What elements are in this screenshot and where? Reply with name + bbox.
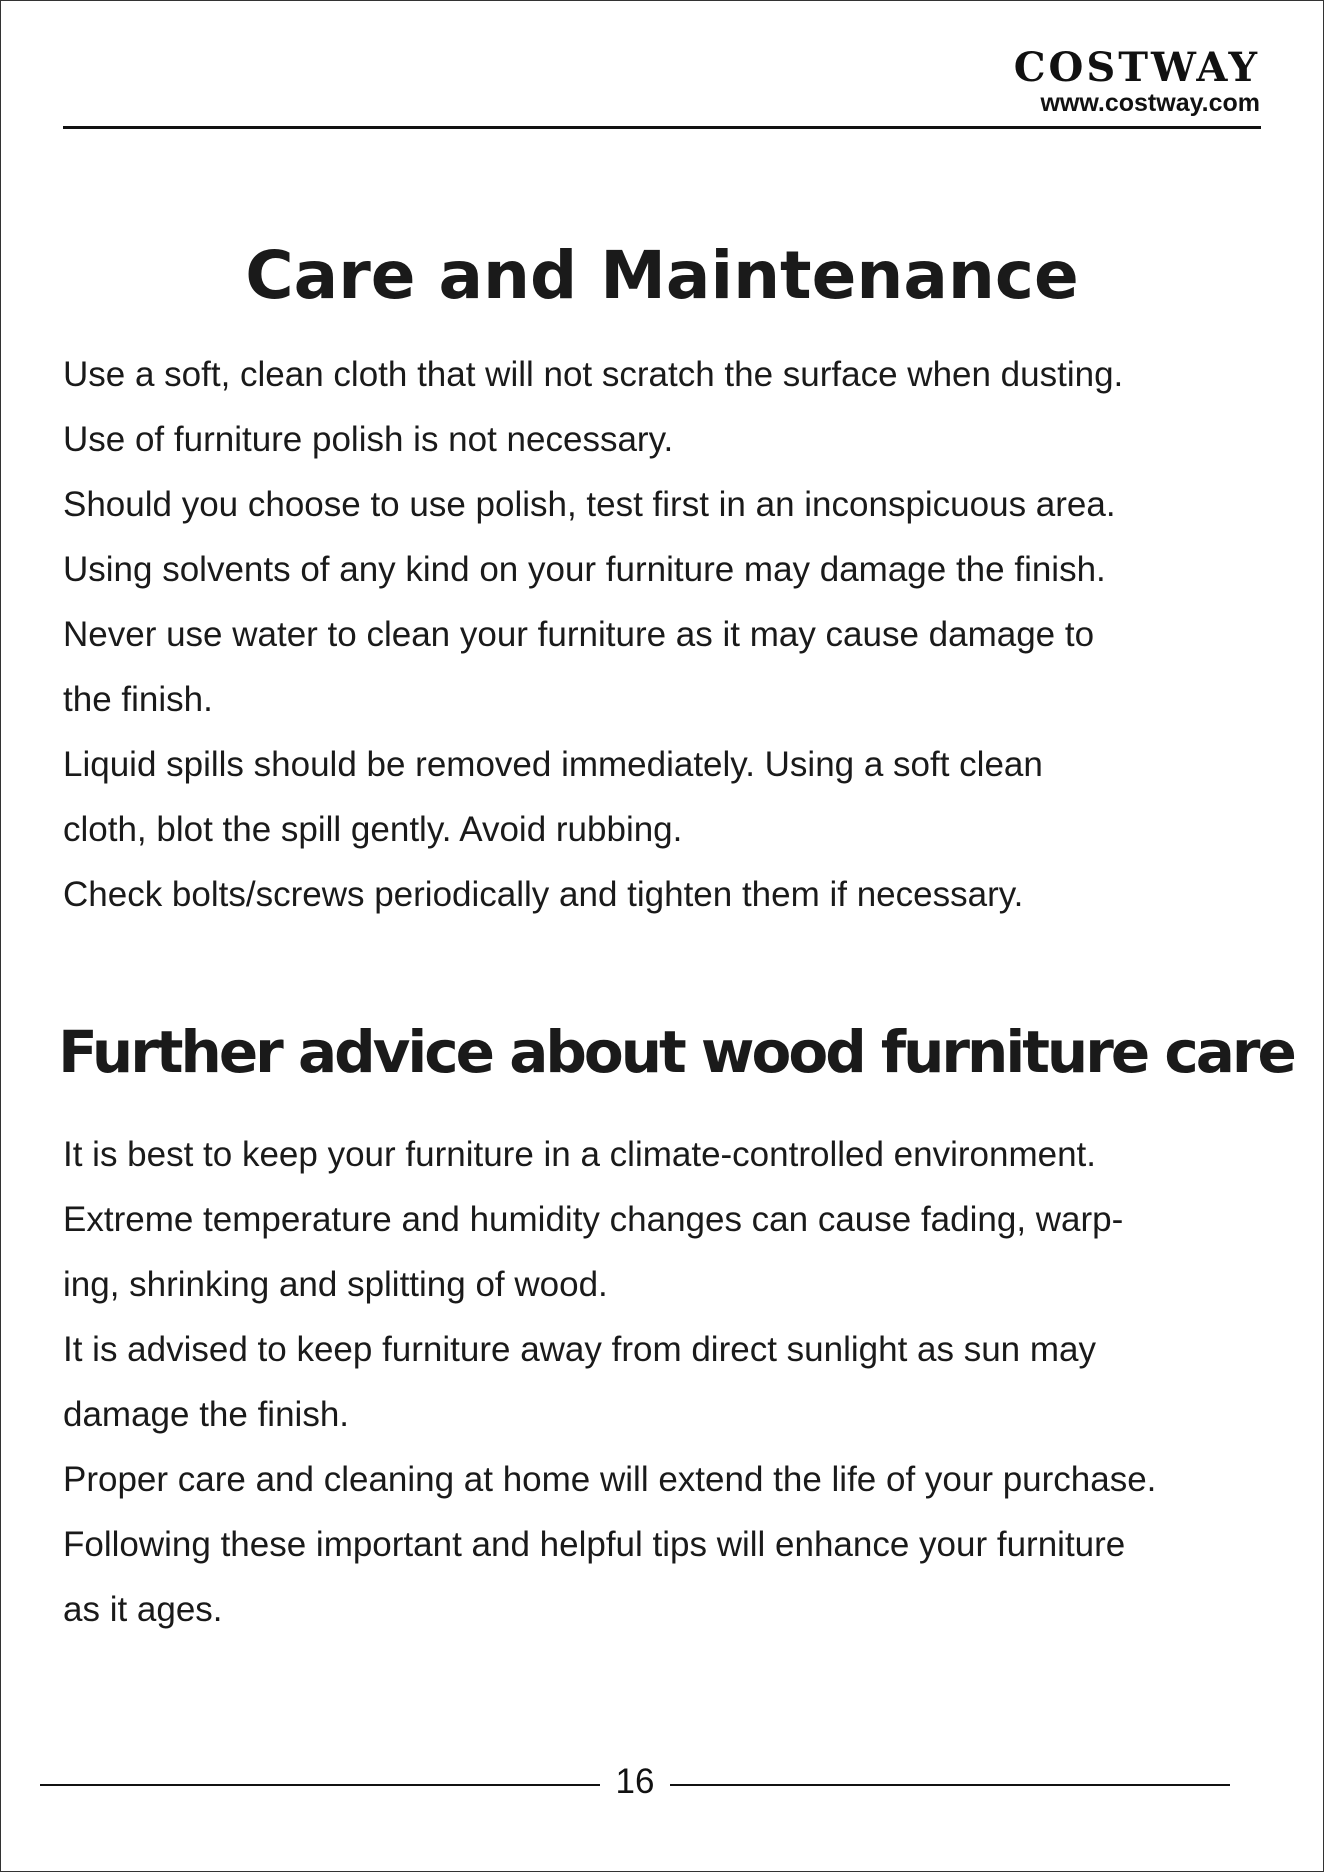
text-line: damage the finish. [63, 1395, 350, 1434]
section-title-care: Care and Maintenance [245, 237, 1079, 314]
footer-divider-left [40, 1784, 600, 1786]
footer-divider-right [670, 1784, 1230, 1786]
text-line: Check bolts/screws periodically and tighten them if necessary. [63, 875, 1024, 914]
brand-header [1013, 44, 1260, 118]
text-line: cloth, blot the spill gently. Avoid rubbing. [63, 810, 683, 849]
text-line: Use of furniture polish is not necessary. [63, 420, 674, 459]
header-divider [63, 126, 1261, 129]
brand-logo: COSTWAY [1013, 44, 1260, 91]
further-advice-text [63, 1122, 1283, 1642]
page-number: 16 [615, 1762, 655, 1801]
text-line: ing, shrinking and splitting of wood. [63, 1265, 608, 1304]
section-title-further-advice: Further advice about wood furniture care [58, 1018, 1294, 1086]
page-footer [0, 1760, 1324, 1800]
text-line: the finish. [63, 680, 213, 719]
brand-url: www.costway.com [1040, 89, 1260, 117]
text-line: Proper care and cleaning at home will extend the life of your purchase. [63, 1460, 1157, 1499]
text-line: It is advised to keep furniture away from direct sunlight as sun may [63, 1330, 1096, 1369]
care-instructions [63, 342, 1283, 927]
text-line: Should you choose to use polish, test first in an inconspicuous area. [63, 485, 1116, 524]
text-line: as it ages. [63, 1590, 223, 1629]
text-line: It is best to keep your furniture in a climate-controlled environment. [63, 1135, 1096, 1174]
text-line: Extreme temperature and humidity changes can cause fading, warp- [63, 1200, 1124, 1239]
text-line: Following these important and helpful tips will enhance your furniture [63, 1525, 1126, 1564]
text-line: Liquid spills should be removed immediately. Using a soft clean [63, 745, 1043, 784]
text-line: Use a soft, clean cloth that will not scratch the surface when dusting. [63, 355, 1124, 394]
text-line: Never use water to clean your furniture as it may cause damage to [63, 615, 1095, 654]
text-line: Using solvents of any kind on your furniture may damage the finish. [63, 550, 1106, 589]
